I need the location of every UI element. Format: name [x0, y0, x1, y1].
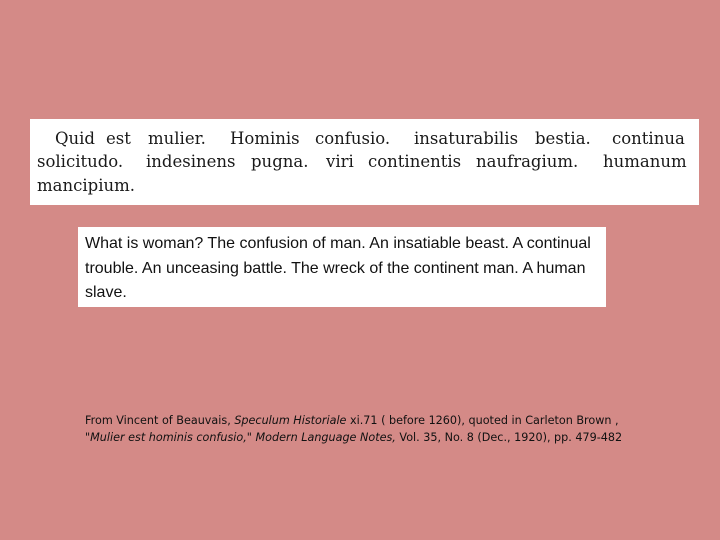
latin-word: bestia.: [535, 129, 591, 148]
citation-part: From Vincent of Beauvais,: [85, 414, 235, 427]
citation-part: Vol. 35, No. 8 (Dec., 1920), pp. 479-482: [395, 431, 623, 445]
latin-word: naufragium.: [476, 152, 579, 171]
latin-word: confusio.: [315, 129, 391, 148]
latin-word: Quid: [55, 129, 95, 148]
latin-word: insaturabilis: [414, 129, 519, 148]
citation-journal-title: Modern Language Notes,: [255, 431, 396, 445]
latin-word: mulier.: [148, 129, 206, 148]
translation-box: [78, 227, 606, 307]
citation-part: ": [246, 431, 256, 445]
latin-word: est: [106, 129, 131, 148]
latin-word: mancipium.: [37, 176, 135, 195]
citation-article-title: Mulier est hominis confusio,: [90, 431, 247, 445]
latin-word: indesinens: [146, 152, 236, 171]
latin-word: pugna.: [251, 152, 309, 171]
latin-word: continua: [612, 129, 685, 148]
latin-word: viri: [326, 152, 354, 171]
latin-word: Hominis: [230, 129, 300, 148]
citation-work-title: Speculum Historiale: [234, 414, 347, 427]
latin-word: continentis: [368, 152, 462, 171]
latin-quote-box: [30, 119, 699, 205]
latin-word: solicitudo.: [37, 152, 124, 171]
citation-text: [85, 412, 625, 447]
latin-word: humanum: [603, 152, 687, 171]
translation-text: What is woman? The confusion of man. An insatiable beast. A continual trouble. An unceasing battle. The wreck of the continent man. A human slave.: [85, 235, 591, 301]
citation-part: xi.71 ( before 1260), quoted in Carleton Brown , ": [85, 414, 619, 445]
